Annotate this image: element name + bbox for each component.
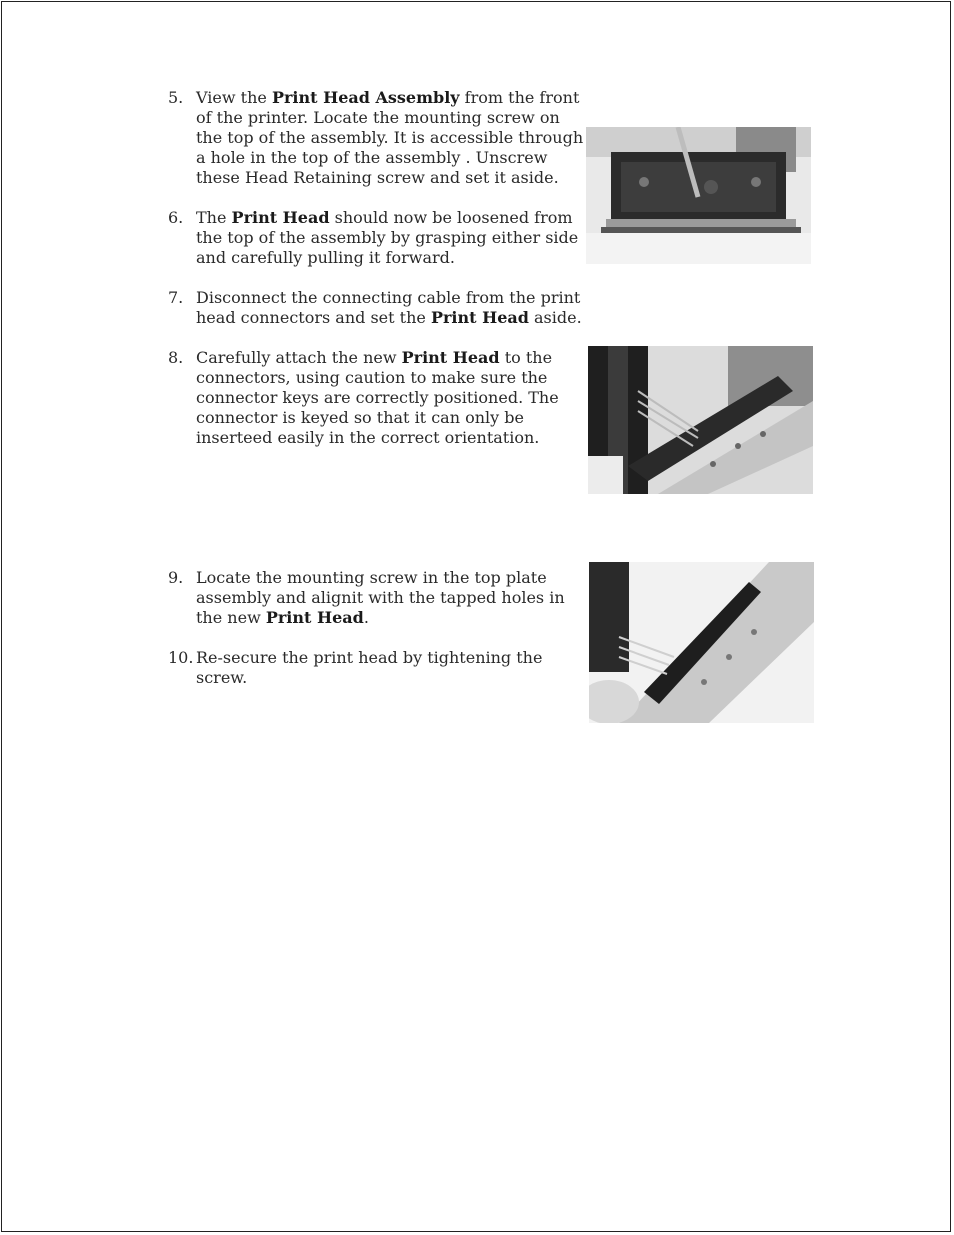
photo-cable-connection (588, 346, 813, 494)
term-print-head: Print Head (430, 308, 529, 327)
step-number: 10. (168, 648, 194, 667)
photo-new-print-head (589, 562, 814, 723)
term-print-head: Print Head (231, 208, 330, 227)
term-print-head: Print Head (265, 608, 364, 627)
step-number: 6. (168, 208, 184, 227)
step-text: Disconnect the connecting cable from the print head connectors and set the Print Head aside. (196, 288, 582, 327)
step-text: Carefully attach the new Print Head to the connectors, using caution to make sure the connector keys are correctly positioned. The connector is keyed so that it can only be inserteed easily in the correct orientation. (196, 348, 559, 447)
step-10 (168, 648, 588, 688)
step-number: 9. (168, 568, 184, 587)
step-7 (168, 288, 588, 328)
step-6 (168, 208, 588, 268)
step-number: 8. (168, 348, 184, 367)
step-text: The Print Head should now be loosened from the top of the assembly by grasping either side and carefully pulling it forward. (196, 208, 579, 267)
step-9 (168, 568, 588, 628)
step-text: Locate the mounting screw in the top plate assembly and alignit with the tapped holes in the new Print Head. (196, 568, 565, 627)
step-number: 5. (168, 88, 184, 107)
step-8 (168, 348, 588, 448)
term-print-head-assembly: Print Head Assembly (271, 88, 460, 107)
step-number: 7. (168, 288, 184, 307)
photo-print-head-assembly (586, 127, 811, 264)
step-text: Re-secure the print head by tightening the screw. (196, 648, 543, 687)
term-print-head: Print Head (401, 348, 500, 367)
step-5 (168, 88, 588, 188)
step-text: View the Print Head Assembly from the front of the printer. Locate the mounting screw on the top of the assembly. It is accessible through a hole in the top of the assembly . Unscrew these Head Retaining screw and set it aside. (196, 88, 584, 187)
